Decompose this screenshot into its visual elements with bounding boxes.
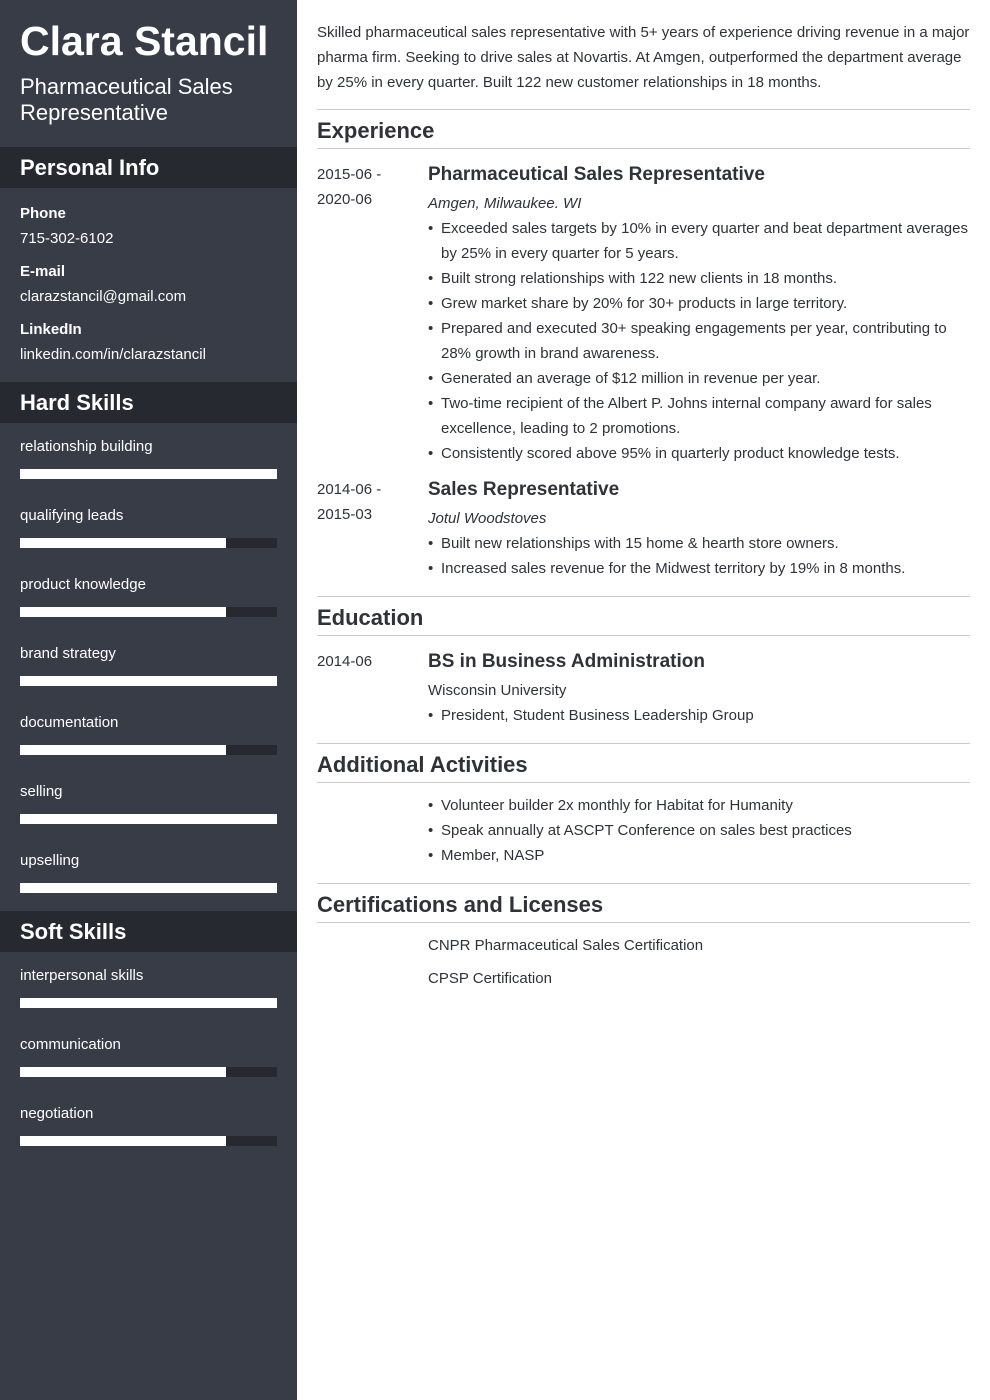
list-item: • Increased sales revenue for the Midwest territory by 19% in 8 months. <box>428 556 970 581</box>
linkedin-value: linkedin.com/in/clarazstancil <box>20 346 206 363</box>
skill-item <box>0 437 297 479</box>
skill-name: documentation <box>20 714 119 731</box>
certifications-entry <box>317 933 970 991</box>
entry-content <box>428 649 970 728</box>
list-item: • Member, NASP <box>428 843 970 868</box>
skill-level-fill <box>20 1067 226 1077</box>
profile-summary: Skilled pharmaceutical sales representative with 5+ years of experience driving revenue in a major pharma firm. Seeking to drive sales at Novartis. At Amgen, outperformed the department average by 25% in every quarter. Built 122 new customer relationships in 18 months. <box>317 24 970 91</box>
email-label: E-mail <box>20 263 66 280</box>
skill-name: relationship building <box>20 438 153 455</box>
personal-info-heading: Personal Info <box>0 147 297 188</box>
entry-content <box>428 477 970 581</box>
skill-level-fill <box>20 1136 226 1146</box>
personal-info <box>0 188 297 367</box>
skill-level-bar <box>20 607 277 617</box>
email-value: clarazstancil@gmail.com <box>20 288 187 305</box>
certification-item: CPSP Certification <box>428 970 552 987</box>
entry-content <box>428 162 970 466</box>
phone-value: 715-302-6102 <box>20 230 114 247</box>
education-heading: Education <box>317 597 970 636</box>
entry-content <box>428 933 970 991</box>
certifications-heading: Certifications and Licenses <box>317 884 970 923</box>
main-content <box>317 0 970 991</box>
list-item: • Exceeded sales targets by 10% in every quarter and beat department averages by 25% in every quarter for 5 years. <box>428 216 970 266</box>
date-start: 2015-06 - <box>317 166 382 183</box>
list-item: • Grew market share by 20% for 30+ products in large territory. <box>428 291 970 316</box>
sidebar <box>0 0 297 1400</box>
skill-level-bar <box>20 538 277 548</box>
skill-level-fill <box>20 998 277 1008</box>
degree: BS in Business Administration <box>428 651 705 672</box>
list-item: • Volunteer builder 2x monthly for Habitat for Humanity <box>428 793 970 818</box>
skill-level-fill <box>20 538 226 548</box>
list-item: • Speak annually at ASCPT Conference on sales best practices <box>428 818 970 843</box>
experience-heading: Experience <box>317 110 970 149</box>
hard-skills-list <box>0 423 297 893</box>
list-item: • Built new relationships with 15 home & hearth store owners. <box>428 531 970 556</box>
skill-level-bar <box>20 814 277 824</box>
skill-level-bar <box>20 1067 277 1077</box>
soft-skills-list <box>0 952 297 1146</box>
skill-level-bar <box>20 676 277 686</box>
school-name: Wisconsin University <box>428 682 567 699</box>
list-item: • Built strong relationships with 122 new clients in 18 months. <box>428 266 970 291</box>
skill-level-bar <box>20 998 277 1008</box>
skill-item <box>0 1035 297 1077</box>
education-bullets <box>428 703 970 728</box>
soft-skills-heading: Soft Skills <box>0 911 297 952</box>
list-item: • President, Student Business Leadership Group <box>428 703 970 728</box>
skill-name: upselling <box>20 852 80 869</box>
skill-item <box>0 966 297 1008</box>
skill-name: selling <box>20 783 63 800</box>
activities-entry <box>317 793 970 868</box>
activities-bullets <box>428 793 970 868</box>
date-end: 2020-06 <box>317 191 373 208</box>
skill-item <box>0 1104 297 1146</box>
skill-level-fill <box>20 607 226 617</box>
list-item: • Generated an average of $12 million in revenue per year. <box>428 366 970 391</box>
skill-level-bar <box>20 883 277 893</box>
job-bullets <box>428 216 970 466</box>
date-start: 2014-06 - <box>317 481 382 498</box>
job-role: Sales Representative <box>428 479 620 500</box>
linkedin-label: LinkedIn <box>20 321 82 338</box>
list-item: • Two-time recipient of the Albert P. Johns internal company award for sales excellence, leading to 2 promotions. <box>428 391 970 441</box>
skill-item <box>0 644 297 686</box>
hard-skills-heading: Hard Skills <box>0 382 297 423</box>
list-item: • Prepared and executed 30+ speaking engagements per year, contributing to 28% growth in brand awareness. <box>428 316 970 366</box>
education-entry <box>317 649 970 728</box>
skill-level-fill <box>20 814 277 824</box>
skill-item <box>0 506 297 548</box>
skill-name: qualifying leads <box>20 507 124 524</box>
skill-level-fill <box>20 745 226 755</box>
skill-level-bar <box>20 745 277 755</box>
skill-level-bar <box>20 1136 277 1146</box>
company-name: Amgen, Milwaukee. WI <box>428 195 582 212</box>
experience-entry <box>317 477 970 581</box>
entry-date: 2014-06 <box>317 653 373 670</box>
skill-item <box>0 782 297 824</box>
entry-date <box>317 162 417 212</box>
skill-level-bar <box>20 469 277 479</box>
date-end: 2015-03 <box>317 506 373 523</box>
activities-heading: Additional Activities <box>317 744 970 783</box>
skill-item <box>0 851 297 893</box>
certification-item: CNPR Pharmaceutical Sales Certification <box>428 937 704 954</box>
skill-name: brand strategy <box>20 645 116 662</box>
skill-name: product knowledge <box>20 576 146 593</box>
candidate-name: Clara Stancil <box>20 18 269 64</box>
skill-name: communication <box>20 1036 121 1053</box>
skill-level-fill <box>20 469 277 479</box>
list-item: • Consistently scored above 95% in quarterly product knowledge tests. <box>428 441 970 466</box>
skill-name: negotiation <box>20 1105 94 1122</box>
skill-item <box>0 713 297 755</box>
skill-name: interpersonal skills <box>20 967 144 984</box>
job-role: Pharmaceutical Sales Representative <box>428 164 765 185</box>
entry-date <box>317 477 417 527</box>
entry-content <box>428 793 970 868</box>
job-bullets <box>428 531 970 581</box>
candidate-title: Pharmaceutical Sales Representative <box>20 74 233 125</box>
phone-label: Phone <box>20 205 66 222</box>
skill-level-fill <box>20 883 277 893</box>
experience-entry <box>317 162 970 466</box>
company-name: Jotul Woodstoves <box>428 510 547 527</box>
skill-level-fill <box>20 676 277 686</box>
skill-item <box>0 575 297 617</box>
